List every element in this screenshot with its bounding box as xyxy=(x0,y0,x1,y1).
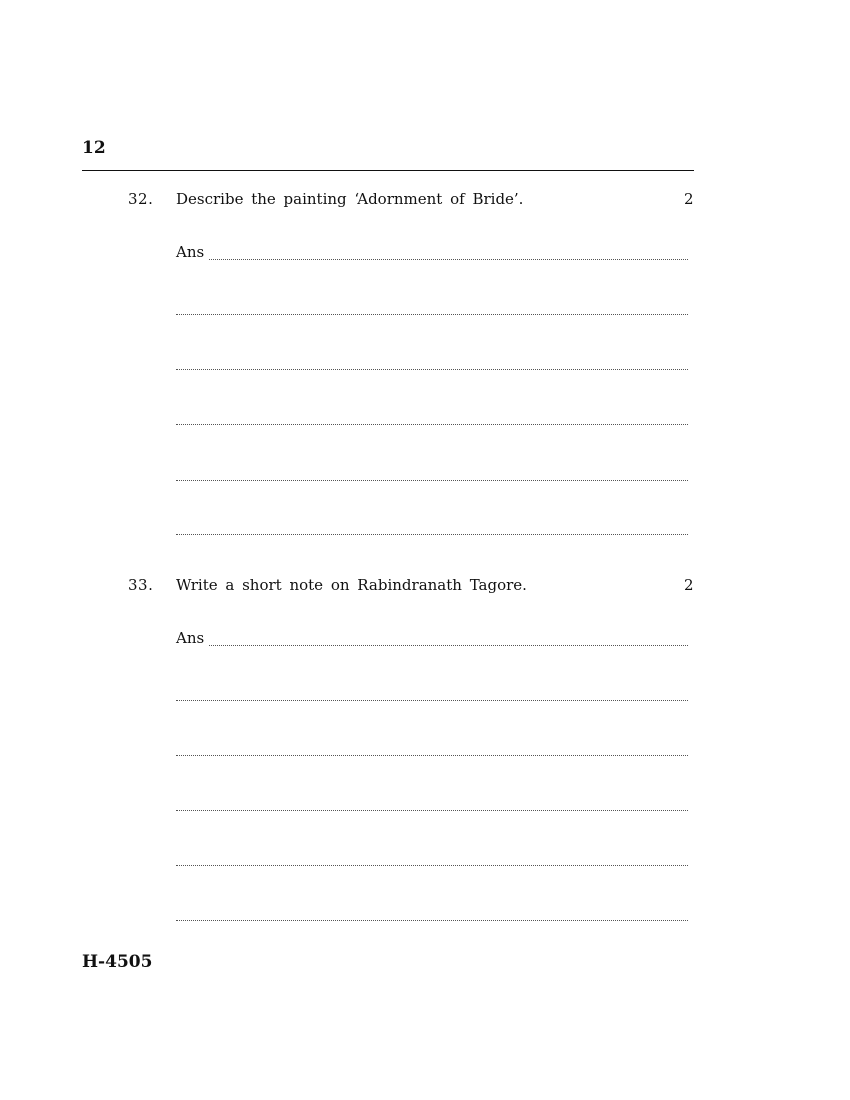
dotted-rule xyxy=(176,700,688,701)
dotted-rule xyxy=(176,369,688,370)
answer-prefix: Ans xyxy=(176,243,208,261)
question-text: Describe the painting ‘Adornment of Bride’. xyxy=(176,190,524,208)
answer-line[interactable] xyxy=(176,907,688,923)
dotted-rule xyxy=(176,314,688,315)
question-marks: 2 xyxy=(684,576,694,594)
dotted-rule xyxy=(176,424,688,425)
header-divider xyxy=(82,170,694,171)
answer-line[interactable] xyxy=(176,243,688,262)
page-number: 12 xyxy=(82,138,106,158)
answer-prefix: Ans xyxy=(176,629,208,647)
answer-line[interactable] xyxy=(176,356,688,372)
answer-line[interactable] xyxy=(176,411,688,427)
dotted-rule xyxy=(176,810,688,811)
answer-line[interactable] xyxy=(176,852,688,868)
answer-line[interactable] xyxy=(176,687,688,703)
answer-line[interactable] xyxy=(176,742,688,758)
answer-line[interactable] xyxy=(176,797,688,813)
dotted-rule xyxy=(176,259,688,260)
question-number: 33. xyxy=(128,576,154,594)
answer-line[interactable] xyxy=(176,301,688,317)
dotted-rule xyxy=(176,480,688,481)
dotted-rule xyxy=(176,865,688,866)
answer-line[interactable] xyxy=(176,467,688,483)
dotted-rule xyxy=(176,755,688,756)
answer-line[interactable] xyxy=(176,521,688,537)
question-marks: 2 xyxy=(684,190,694,208)
dotted-rule xyxy=(176,920,688,921)
question-number: 32. xyxy=(128,190,154,208)
question-text: Write a short note on Rabindranath Tagore. xyxy=(176,576,527,594)
dotted-rule xyxy=(176,645,688,646)
answer-line[interactable] xyxy=(176,629,688,648)
dotted-rule xyxy=(176,534,688,535)
paper-code: H-4505 xyxy=(82,952,153,972)
